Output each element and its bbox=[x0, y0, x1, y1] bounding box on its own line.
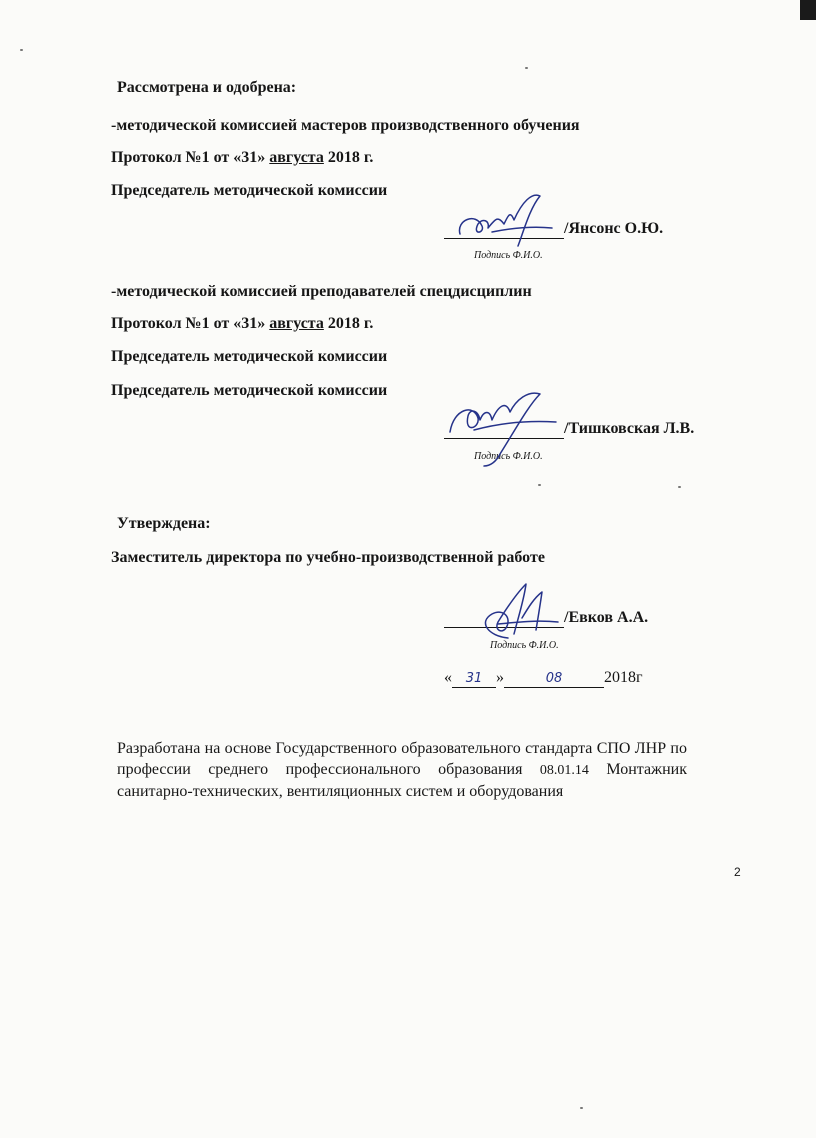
signature-2 bbox=[444, 386, 564, 468]
reviewed-heading: Рассмотрена и одобрена: bbox=[117, 79, 297, 96]
date-month: 08 bbox=[504, 670, 604, 688]
protocol-line-2: Протокол №1 от «31» августа 2018 г. bbox=[111, 315, 374, 332]
date-year: 2018г bbox=[604, 669, 643, 686]
signature-caption-3: Подпись Ф.И.О. bbox=[490, 640, 559, 651]
scan-speck bbox=[580, 1107, 583, 1109]
signature-1 bbox=[452, 190, 562, 250]
signature-caption-1: Подпись Ф.И.О. bbox=[474, 250, 543, 261]
date-day: 31 bbox=[452, 670, 496, 688]
scan-speck bbox=[525, 67, 528, 69]
commission-teachers: -методической комиссией преподавателей спецдисциплин bbox=[111, 283, 532, 300]
chairman-label-1: Председатель методической комиссии bbox=[111, 182, 388, 199]
chairman-label-2: Председатель методической комиссии bbox=[111, 348, 388, 365]
protocol-line-1: Протокол №1 от «31» августа 2018 г. bbox=[111, 149, 374, 166]
approval-date: « 31 » 08 2018г bbox=[444, 669, 643, 686]
page-number: 2 bbox=[734, 865, 741, 879]
approved-heading: Утверждена: bbox=[117, 515, 211, 532]
signature-3 bbox=[468, 578, 564, 644]
scan-speck bbox=[538, 484, 541, 486]
signer-name-1: /Янсонс О.Ю. bbox=[564, 220, 664, 237]
signature-caption-2: Подпись Ф.И.О. bbox=[474, 451, 543, 462]
scan-corner-mark bbox=[800, 0, 816, 20]
standard-basis-paragraph: Разработана на основе Государственного образовательного стандарта СПО ЛНР по профессии среднего профессионального образования 08.01.14 Монтажник санитарно-технических, вентиляционных систем и оборудования bbox=[117, 740, 688, 800]
deputy-director-label: Заместитель директора по учебно-производственной работе bbox=[111, 549, 545, 566]
scan-speck bbox=[20, 49, 23, 51]
signer-name-2: /Тишковская Л.В. bbox=[564, 420, 695, 437]
scan-speck bbox=[678, 486, 681, 488]
signer-name-3: /Евков А.А. bbox=[564, 609, 649, 626]
chairman-label-3: Председатель методической комиссии bbox=[111, 382, 388, 399]
commission-masters: -методической комиссией мастеров производственного обучения bbox=[111, 117, 580, 134]
